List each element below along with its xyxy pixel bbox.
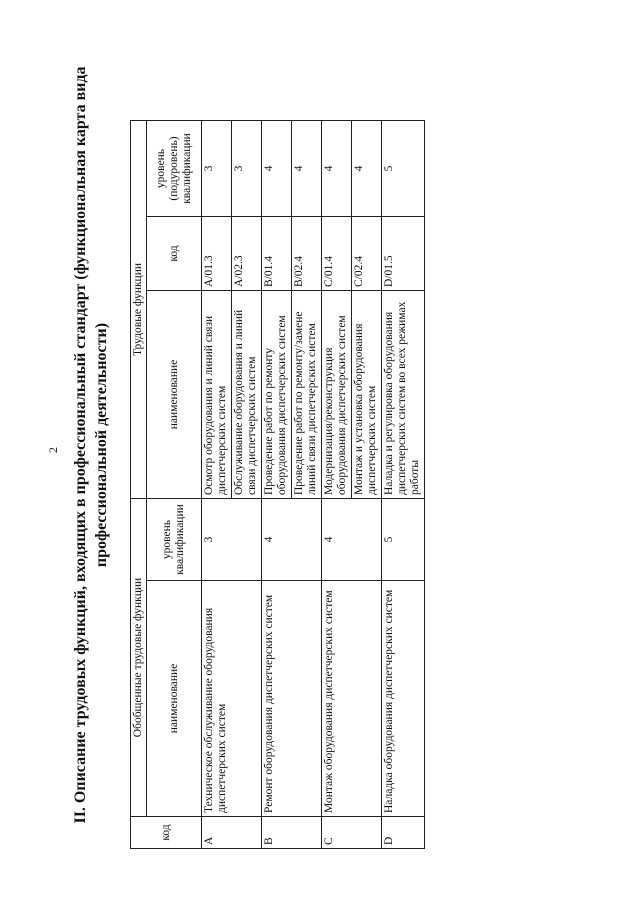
group-level: 3 (202, 499, 262, 581)
header-row-2 (147, 121, 202, 849)
group-name: Наладка оборудования диспетчерских систем (382, 581, 425, 817)
header-row-1 (131, 121, 147, 849)
function-code: A/02.3 (232, 217, 262, 291)
group-name: Техническое обслуживание оборудования диспетчерских систем (202, 581, 262, 817)
header-generalized-functions: Обобщенные трудовые функции (131, 499, 147, 817)
header-generalized-level: уровень квалификации (147, 499, 202, 581)
table-row (322, 121, 352, 849)
group-level: 4 (322, 499, 382, 581)
header-generalized-name: наименование (147, 581, 202, 817)
group-code: D (382, 817, 425, 849)
function-level: 4 (292, 121, 322, 217)
function-code: C/02.4 (352, 217, 382, 291)
page-number: 2 (46, 447, 60, 453)
function-code: C/01.4 (322, 217, 352, 291)
header-function-code: код (147, 217, 202, 291)
function-name: Обслуживание оборудования и линий связи диспетчерских систем (232, 291, 262, 499)
function-name: Модернизация/реконструкция оборудования диспетчерских систем (322, 291, 352, 499)
group-level: 5 (382, 499, 425, 581)
function-level: 3 (202, 121, 232, 217)
group-code: A (202, 817, 262, 849)
table-row (382, 121, 425, 849)
function-name: Осмотр оборудования и линий связи диспетчерских систем (202, 291, 232, 499)
table-row (202, 121, 232, 849)
function-level: 4 (322, 121, 352, 217)
function-code: A/01.3 (202, 217, 232, 291)
function-code: B/01.4 (262, 217, 292, 291)
group-name: Ремонт оборудования диспетчерских систем (262, 581, 322, 817)
function-level: 5 (382, 121, 425, 217)
group-name: Монтаж оборудования диспетчерских систем (322, 581, 382, 817)
title-line-1: II. Описание трудовых функций, входящих в профессиональный стандарт (функциональная карта вида (72, 66, 89, 824)
group-code: B (262, 817, 322, 849)
title-line-2: профессиональной деятельности) (93, 322, 110, 568)
section-title (70, 35, 112, 855)
function-level: 4 (352, 121, 382, 217)
function-name: Проведение работ по ремонту оборудования диспетчерских систем (262, 291, 292, 499)
function-level: 3 (232, 121, 262, 217)
group-level: 4 (262, 499, 322, 581)
rotated-page-content (70, 35, 420, 855)
function-name: Монтаж и установка оборудования диспетчерских систем (352, 291, 382, 499)
header-labor-functions: Трудовые функции (131, 121, 147, 499)
table-row (262, 121, 292, 849)
function-code: D/01.5 (382, 217, 425, 291)
header-code: код (131, 817, 202, 849)
header-function-name: наименование (147, 291, 202, 499)
function-code: B/02.4 (292, 217, 322, 291)
function-name: Наладка и регулировка оборудования диспетчерских систем во всех режимах работы (382, 291, 425, 499)
function-level: 4 (262, 121, 292, 217)
functional-map-table (130, 120, 425, 849)
header-function-sublevel: уровень (подуровень) квалификации (147, 121, 202, 217)
function-name: Проведение работ по ремонту/замене линий связи диспетчерских систем (292, 291, 322, 499)
group-code: C (322, 817, 382, 849)
